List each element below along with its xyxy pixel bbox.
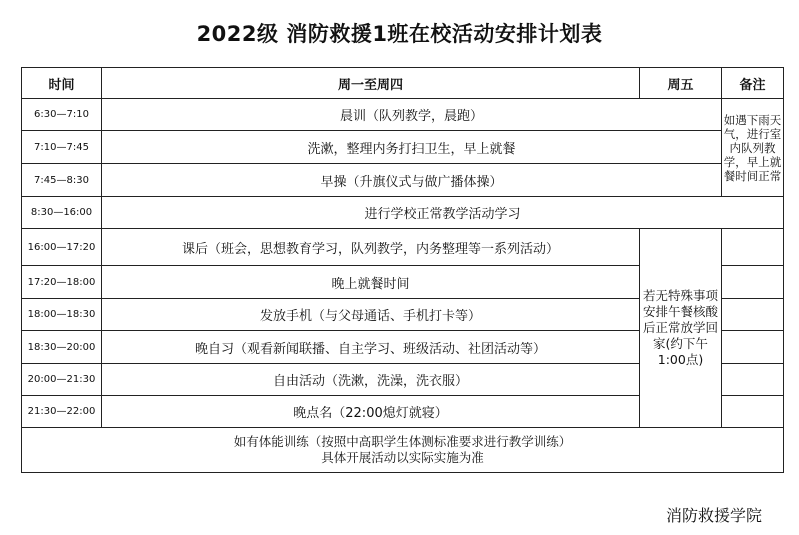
activity-cell: 洗漱，整理内务打扫卫生，早上就餐 [102, 131, 722, 164]
morning-note-cell: 如遇下雨天气，进行室内队列教学，早上就餐时间正常 [722, 99, 784, 197]
activity-cell: 晚点名（22:00熄灯就寝） [102, 396, 640, 428]
table-row [22, 131, 784, 164]
time-cell: 20:00—21:30 [22, 364, 102, 396]
footer-line: 如有体能训练（按照中高职学生体测标准要求进行教学训练） [233, 434, 572, 449]
time-cell: 17:20—18:00 [22, 266, 102, 299]
header-time: 时间 [22, 68, 102, 99]
time-cell: 16:00—17:20 [22, 229, 102, 266]
schedule-table [21, 67, 784, 473]
header-row [22, 68, 784, 99]
time-cell: 6:30—7:10 [22, 99, 102, 131]
table-row [22, 99, 784, 131]
note-cell [722, 364, 784, 396]
table-row [22, 197, 784, 229]
header-mon-thu: 周一至周四 [102, 68, 640, 99]
footer-notes [22, 428, 784, 473]
note-cell [722, 229, 784, 266]
time-cell: 21:30—22:00 [22, 396, 102, 428]
note-cell [722, 299, 784, 331]
activity-cell: 早操（升旗仪式与做广播体操） [102, 164, 722, 197]
activity-cell: 晚上就餐时间 [102, 266, 640, 299]
header-note: 备注 [722, 68, 784, 99]
footer-row [22, 428, 784, 473]
friday-note-cell: 若无特殊事项安排午餐核酸后正常放学回家(约下午1:00点) [640, 229, 722, 428]
footer-line: 具体开展活动以实际实施为准 [321, 450, 484, 465]
note-cell [722, 331, 784, 364]
activity-cell: 晚自习（观看新闻联播、自主学习、班级活动、社团活动等） [102, 331, 640, 364]
activity-cell: 自由活动（洗漱，洗澡，洗衣服） [102, 364, 640, 396]
note-cell [722, 266, 784, 299]
header-friday: 周五 [640, 68, 722, 99]
time-cell: 18:30—20:00 [22, 331, 102, 364]
table-row [22, 164, 784, 197]
page-title: 2022级 消防救援1班在校活动安排计划表 [196, 22, 603, 46]
signature: 消防救援学院 [665, 506, 762, 525]
time-cell: 8:30—16:00 [22, 197, 102, 229]
time-cell: 7:10—7:45 [22, 131, 102, 164]
note-cell [722, 396, 784, 428]
time-cell: 18:00—18:30 [22, 299, 102, 331]
activity-cell: 课后（班会，思想教育学习，队列教学，内务整理等一系列活动） [102, 229, 640, 266]
activity-cell: 进行学校正常教学活动学习 [102, 197, 784, 229]
activity-cell: 晨训（队列教学，晨跑） [102, 99, 722, 131]
activity-cell: 发放手机（与父母通话、手机打卡等） [102, 299, 640, 331]
table-row [22, 229, 784, 266]
time-cell: 7:45—8:30 [22, 164, 102, 197]
